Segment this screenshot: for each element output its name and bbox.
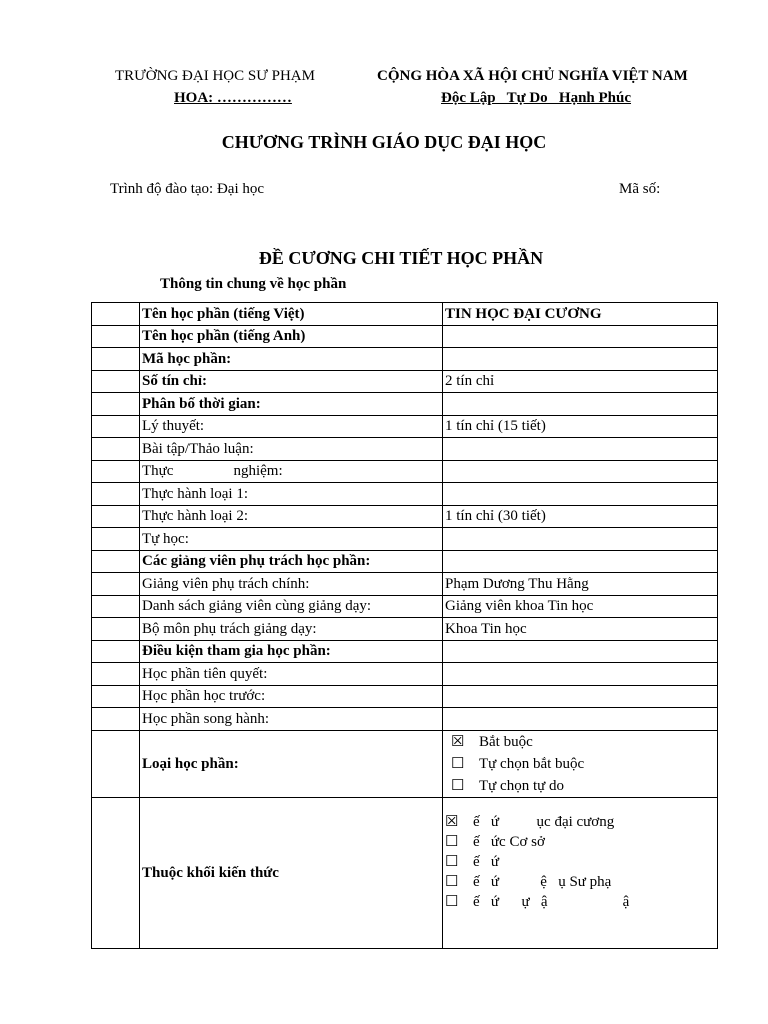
row-label: Điều kiện tham gia học phần: (140, 640, 443, 663)
knowledge-block-label: Thuộc khối kiến thức (140, 797, 443, 948)
row-value[interactable]: 2 tín chỉ (443, 370, 718, 393)
row-label: Mã học phần: (140, 348, 443, 371)
row-label: Bộ môn phụ trách giảng dạy: (140, 618, 443, 641)
row-label: Phân bố thời gian: (140, 393, 443, 416)
table-row (92, 393, 718, 416)
row-value[interactable] (443, 685, 718, 708)
checked-checkbox-icon[interactable]: ☒ (445, 813, 459, 830)
page-title: CHƯƠNG TRÌNH GIÁO DỤC ĐẠI HỌC (221, 132, 547, 152)
row-index-cell (92, 708, 140, 731)
row-label: Các giảng viên phụ trách học phần: (140, 550, 443, 573)
row-value[interactable]: 1 tín chỉ (30 tiết) (443, 505, 718, 528)
row-index-cell (92, 685, 140, 708)
row-value[interactable]: Phạm Dương Thu Hằng (443, 573, 718, 596)
row-label: Danh sách giảng viên cùng giảng dạy: (140, 595, 443, 618)
row-index-cell (92, 348, 140, 371)
course-type-option[interactable] (451, 731, 715, 753)
course-type-row (92, 730, 718, 797)
row-value[interactable] (443, 708, 718, 731)
row-label: Thực hành loại 2: (140, 505, 443, 528)
option-label: Tự chọn bắt buộc (479, 755, 585, 772)
row-index-cell (92, 573, 140, 596)
table-row (92, 303, 718, 326)
row-index-cell (92, 618, 140, 641)
table-row (92, 483, 718, 506)
option-label: Tự chọn tự do (479, 777, 564, 794)
checkbox-icon[interactable]: ☐ (451, 777, 465, 794)
row-index-cell (92, 393, 140, 416)
row-value[interactable]: Giảng viên khoa Tin học (443, 595, 718, 618)
row-value[interactable] (443, 663, 718, 686)
row-label: Thực nghiệm: (140, 460, 443, 483)
row-index-cell (92, 303, 140, 326)
row-label: Số tín chỉ: (140, 370, 443, 393)
row-index-cell (92, 730, 140, 797)
row-value[interactable] (443, 528, 718, 551)
knowledge-block-row (92, 797, 718, 948)
row-label: Học phần học trước: (140, 685, 443, 708)
knowledge-block-option[interactable] (445, 812, 715, 832)
table-row (92, 685, 718, 708)
table-row (92, 438, 718, 461)
row-index-cell (92, 595, 140, 618)
row-value[interactable] (443, 438, 718, 461)
knowledge-block-options (443, 797, 718, 948)
training-level: Trình độ đào tạo: Đại học (110, 181, 265, 197)
row-index-cell (92, 663, 140, 686)
section-title: Thông tin chung về học phần (160, 276, 347, 292)
table-row (92, 595, 718, 618)
row-label: Tên học phần (tiếng Việt) (140, 303, 443, 326)
table-row (92, 528, 718, 551)
course-info-table (91, 302, 718, 949)
table-row (92, 370, 718, 393)
syllabus-title: ĐỀ CƯƠNG CHI TIẾT HỌC PHẦN (258, 248, 544, 268)
row-index-cell (92, 415, 140, 438)
row-label: Giảng viên phụ trách chính: (140, 573, 443, 596)
table-row (92, 505, 718, 528)
option-label: ế ức Cơ sở (473, 833, 545, 850)
option-label: ế ứ ệ ụ Sư phạ (473, 873, 612, 890)
table-row (92, 415, 718, 438)
knowledge-block-option[interactable] (445, 852, 715, 872)
option-label: ế ứ ự ậ ậ (473, 893, 630, 910)
row-index-cell (92, 550, 140, 573)
motto: Độc Lập Tự Do Hạnh Phúc (441, 90, 632, 106)
table-row (92, 640, 718, 663)
checkbox-icon[interactable]: ☐ (445, 893, 459, 910)
row-index-cell (92, 325, 140, 348)
table-row (92, 348, 718, 371)
course-type-option[interactable] (451, 775, 715, 797)
checkbox-icon[interactable]: ☐ (445, 833, 459, 850)
row-index-cell (92, 797, 140, 948)
row-index-cell (92, 505, 140, 528)
row-value[interactable] (443, 483, 718, 506)
table-row (92, 325, 718, 348)
row-value[interactable] (443, 550, 718, 573)
knowledge-block-option[interactable] (445, 892, 715, 912)
option-label: ế ứ ục đại cương (473, 813, 615, 830)
code-label: Mã số: (619, 181, 661, 197)
row-index-cell (92, 370, 140, 393)
table-row (92, 573, 718, 596)
row-label: Học phần tiên quyết: (140, 663, 443, 686)
table-row (92, 708, 718, 731)
row-label: Tự học: (140, 528, 443, 551)
table-row (92, 460, 718, 483)
checkbox-icon[interactable]: ☐ (445, 873, 459, 890)
row-index-cell (92, 483, 140, 506)
checkbox-icon[interactable]: ☐ (451, 755, 465, 772)
faculty-line: HOA: …………… (174, 90, 292, 106)
row-value[interactable]: Khoa Tin học (443, 618, 718, 641)
table-row (92, 618, 718, 641)
table-row (92, 663, 718, 686)
knowledge-block-option[interactable] (445, 832, 715, 852)
checkbox-icon[interactable]: ☐ (445, 853, 459, 870)
row-label: Tên học phần (tiếng Anh) (140, 325, 443, 348)
option-label: ế ứ (473, 853, 500, 870)
course-type-label: Loại học phần: (140, 730, 443, 797)
row-value[interactable] (443, 348, 718, 371)
course-type-options (443, 730, 718, 797)
row-label: Bài tập/Thảo luận: (140, 438, 443, 461)
row-value[interactable] (443, 393, 718, 416)
checked-checkbox-icon[interactable]: ☒ (451, 733, 465, 750)
republic-name: CỘNG HÒA XÃ HỘI CHỦ NGHĨA VIỆT NAM (377, 68, 688, 84)
row-value[interactable]: 1 tín chỉ (15 tiết) (443, 415, 718, 438)
row-value[interactable] (443, 460, 718, 483)
row-index-cell (92, 640, 140, 663)
university-name: TRƯỜNG ĐẠI HỌC SƯ PHẠM (115, 68, 315, 84)
row-label: Lý thuyết: (140, 415, 443, 438)
row-value[interactable] (443, 325, 718, 348)
row-index-cell (92, 438, 140, 461)
row-label: Học phần song hành: (140, 708, 443, 731)
row-value[interactable]: TIN HỌC ĐẠI CƯƠNG (443, 303, 718, 326)
knowledge-block-option[interactable] (445, 872, 715, 892)
option-label: Bắt buộc (479, 733, 533, 750)
row-label: Thực hành loại 1: (140, 483, 443, 506)
row-index-cell (92, 528, 140, 551)
course-type-option[interactable] (451, 753, 715, 775)
row-value[interactable] (443, 640, 718, 663)
row-index-cell (92, 460, 140, 483)
table-row (92, 550, 718, 573)
